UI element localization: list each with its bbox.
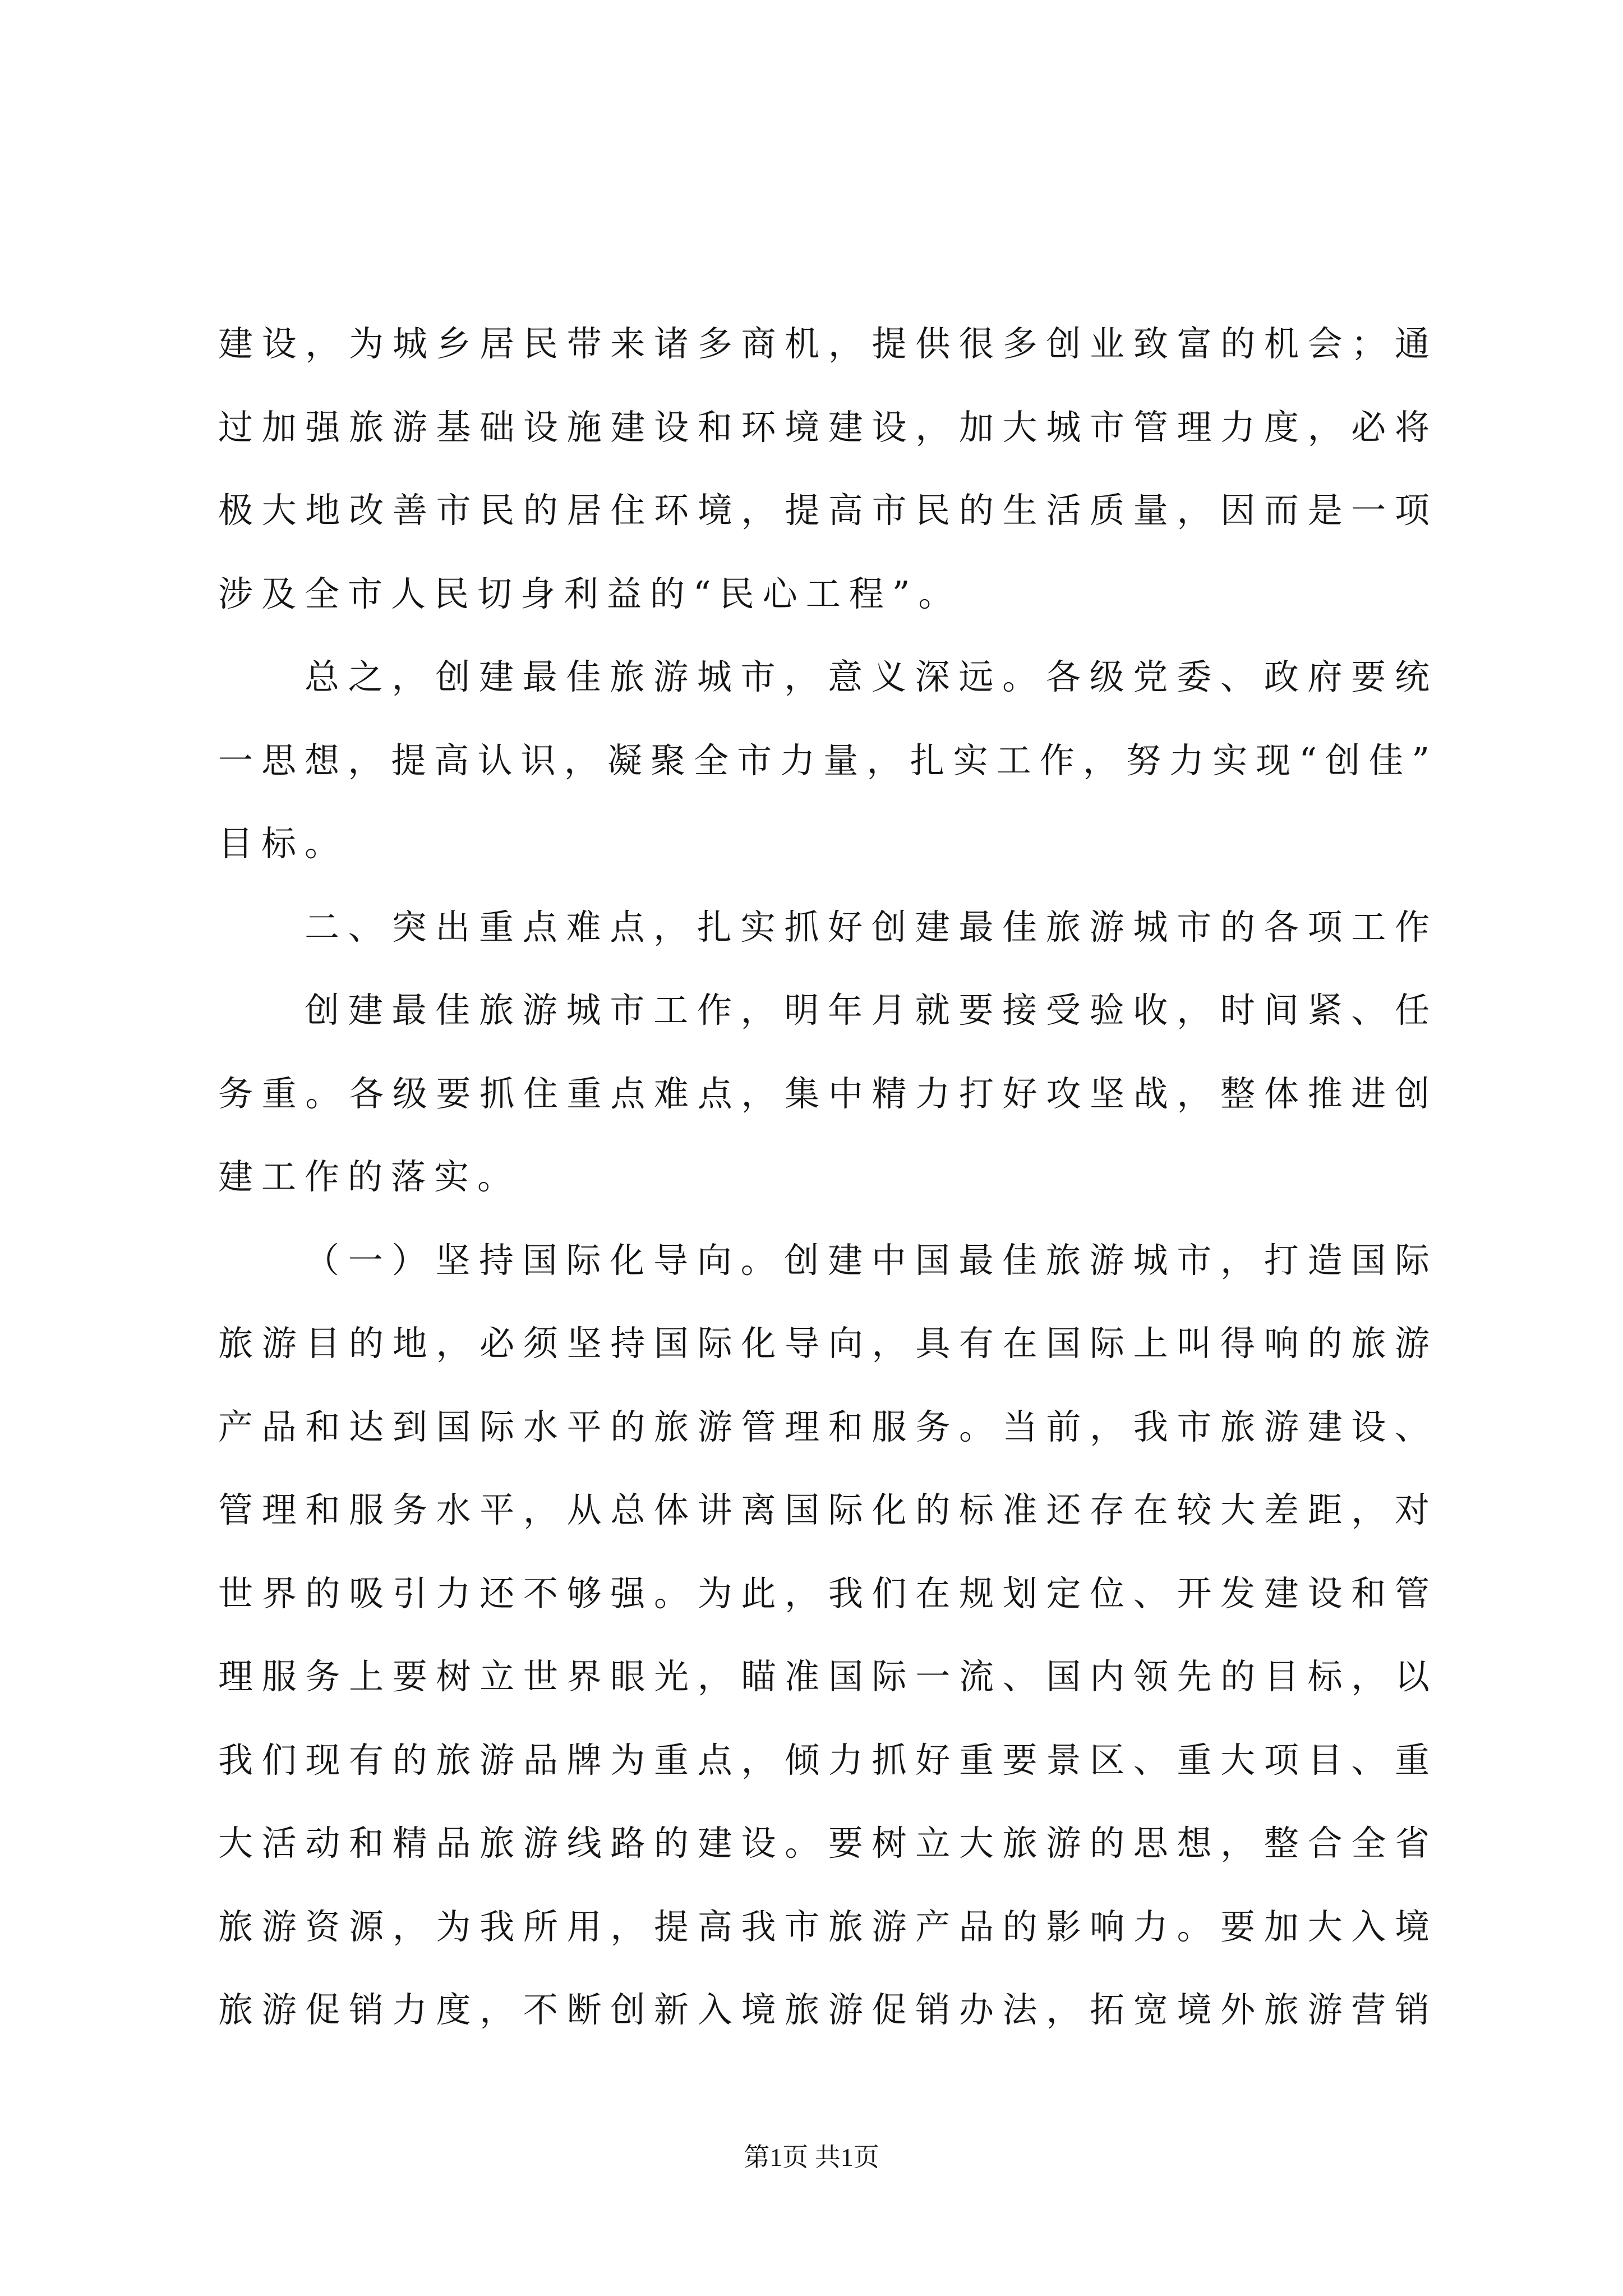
text-line: 总之，创建最佳旅游城市，意义深远。各级党委、政府要统 [305,656,1430,697]
text-line: 涉及全市人民切身利益的“民心工程”。 [218,573,962,614]
section-heading-line: 二、突出重点难点，扎实抓好创建最佳旅游城市的各项工作 [305,906,1430,947]
text-line: 创建最佳旅游城市工作，明年月就要接受验收，时间紧、任 [305,990,1430,1030]
text-line: 建工作的落实。 [218,1156,521,1197]
text-line: 世界的吸引力还不够强。为此，我们在规划定位、开发建设和管 [218,1572,1430,1614]
text-line: 旅游促销力度，不断创新入境旅游促销办法，拓宽境外旅游营销 [218,1989,1430,2030]
text-line: 建设，为城乡居民带来诸多商机，提供很多创业致富的机会；通 [218,323,1430,364]
text-line: 旅游目的地，必须坚持国际化导向，具有在国际上叫得响的旅游 [218,1323,1430,1364]
text-line: 理服务上要树立世界眼光，瞄准国际一流、国内领先的目标，以 [218,1656,1430,1697]
text-line: 产品和达到国际水平的旅游管理和服务。当前，我市旅游建设、 [218,1406,1430,1447]
text-line: 极大地改善市民的居住环境，提高市民的生活质量，因而是一项 [218,490,1430,531]
text-line: 管理和服务水平，从总体讲离国际化的标准还存在较大差距，对 [218,1489,1430,1530]
paragraph [218,302,1430,636]
text-line: 我们现有的旅游品牌为重点，倾力抓好重要景区、重大项目、重 [218,1739,1430,1780]
page-footer: 第1页 共1页 [744,2143,879,2171]
text-line: 大活动和精品旅游线路的建设。要树立大旅游的思想，整合全省 [218,1823,1430,1864]
text-line: 一思想，提高认识，凝聚全市力量，扎实工作，努力实现“创佳” [218,739,1430,781]
subsection-heading-line: （一）坚持国际化导向。创建中国最佳旅游城市，打造国际 [305,1239,1430,1281]
text-line: 过加强旅游基础设施建设和环境建设，加大城市管理力度，必将 [218,406,1430,448]
text-line: 务重。各级要抓住重点难点，集中精力打好攻坚战，整体推进创 [218,1073,1430,1114]
paragraph [218,636,1430,886]
subsection-paragraph [218,1219,1430,2052]
body-text [218,302,1430,2052]
text-line: 目标。 [218,823,348,864]
section-heading [218,886,1430,969]
text-line: 旅游资源，为我所用，提高我市旅游产品的影响力。要加大入境 [218,1906,1430,1947]
paragraph [218,969,1430,1219]
